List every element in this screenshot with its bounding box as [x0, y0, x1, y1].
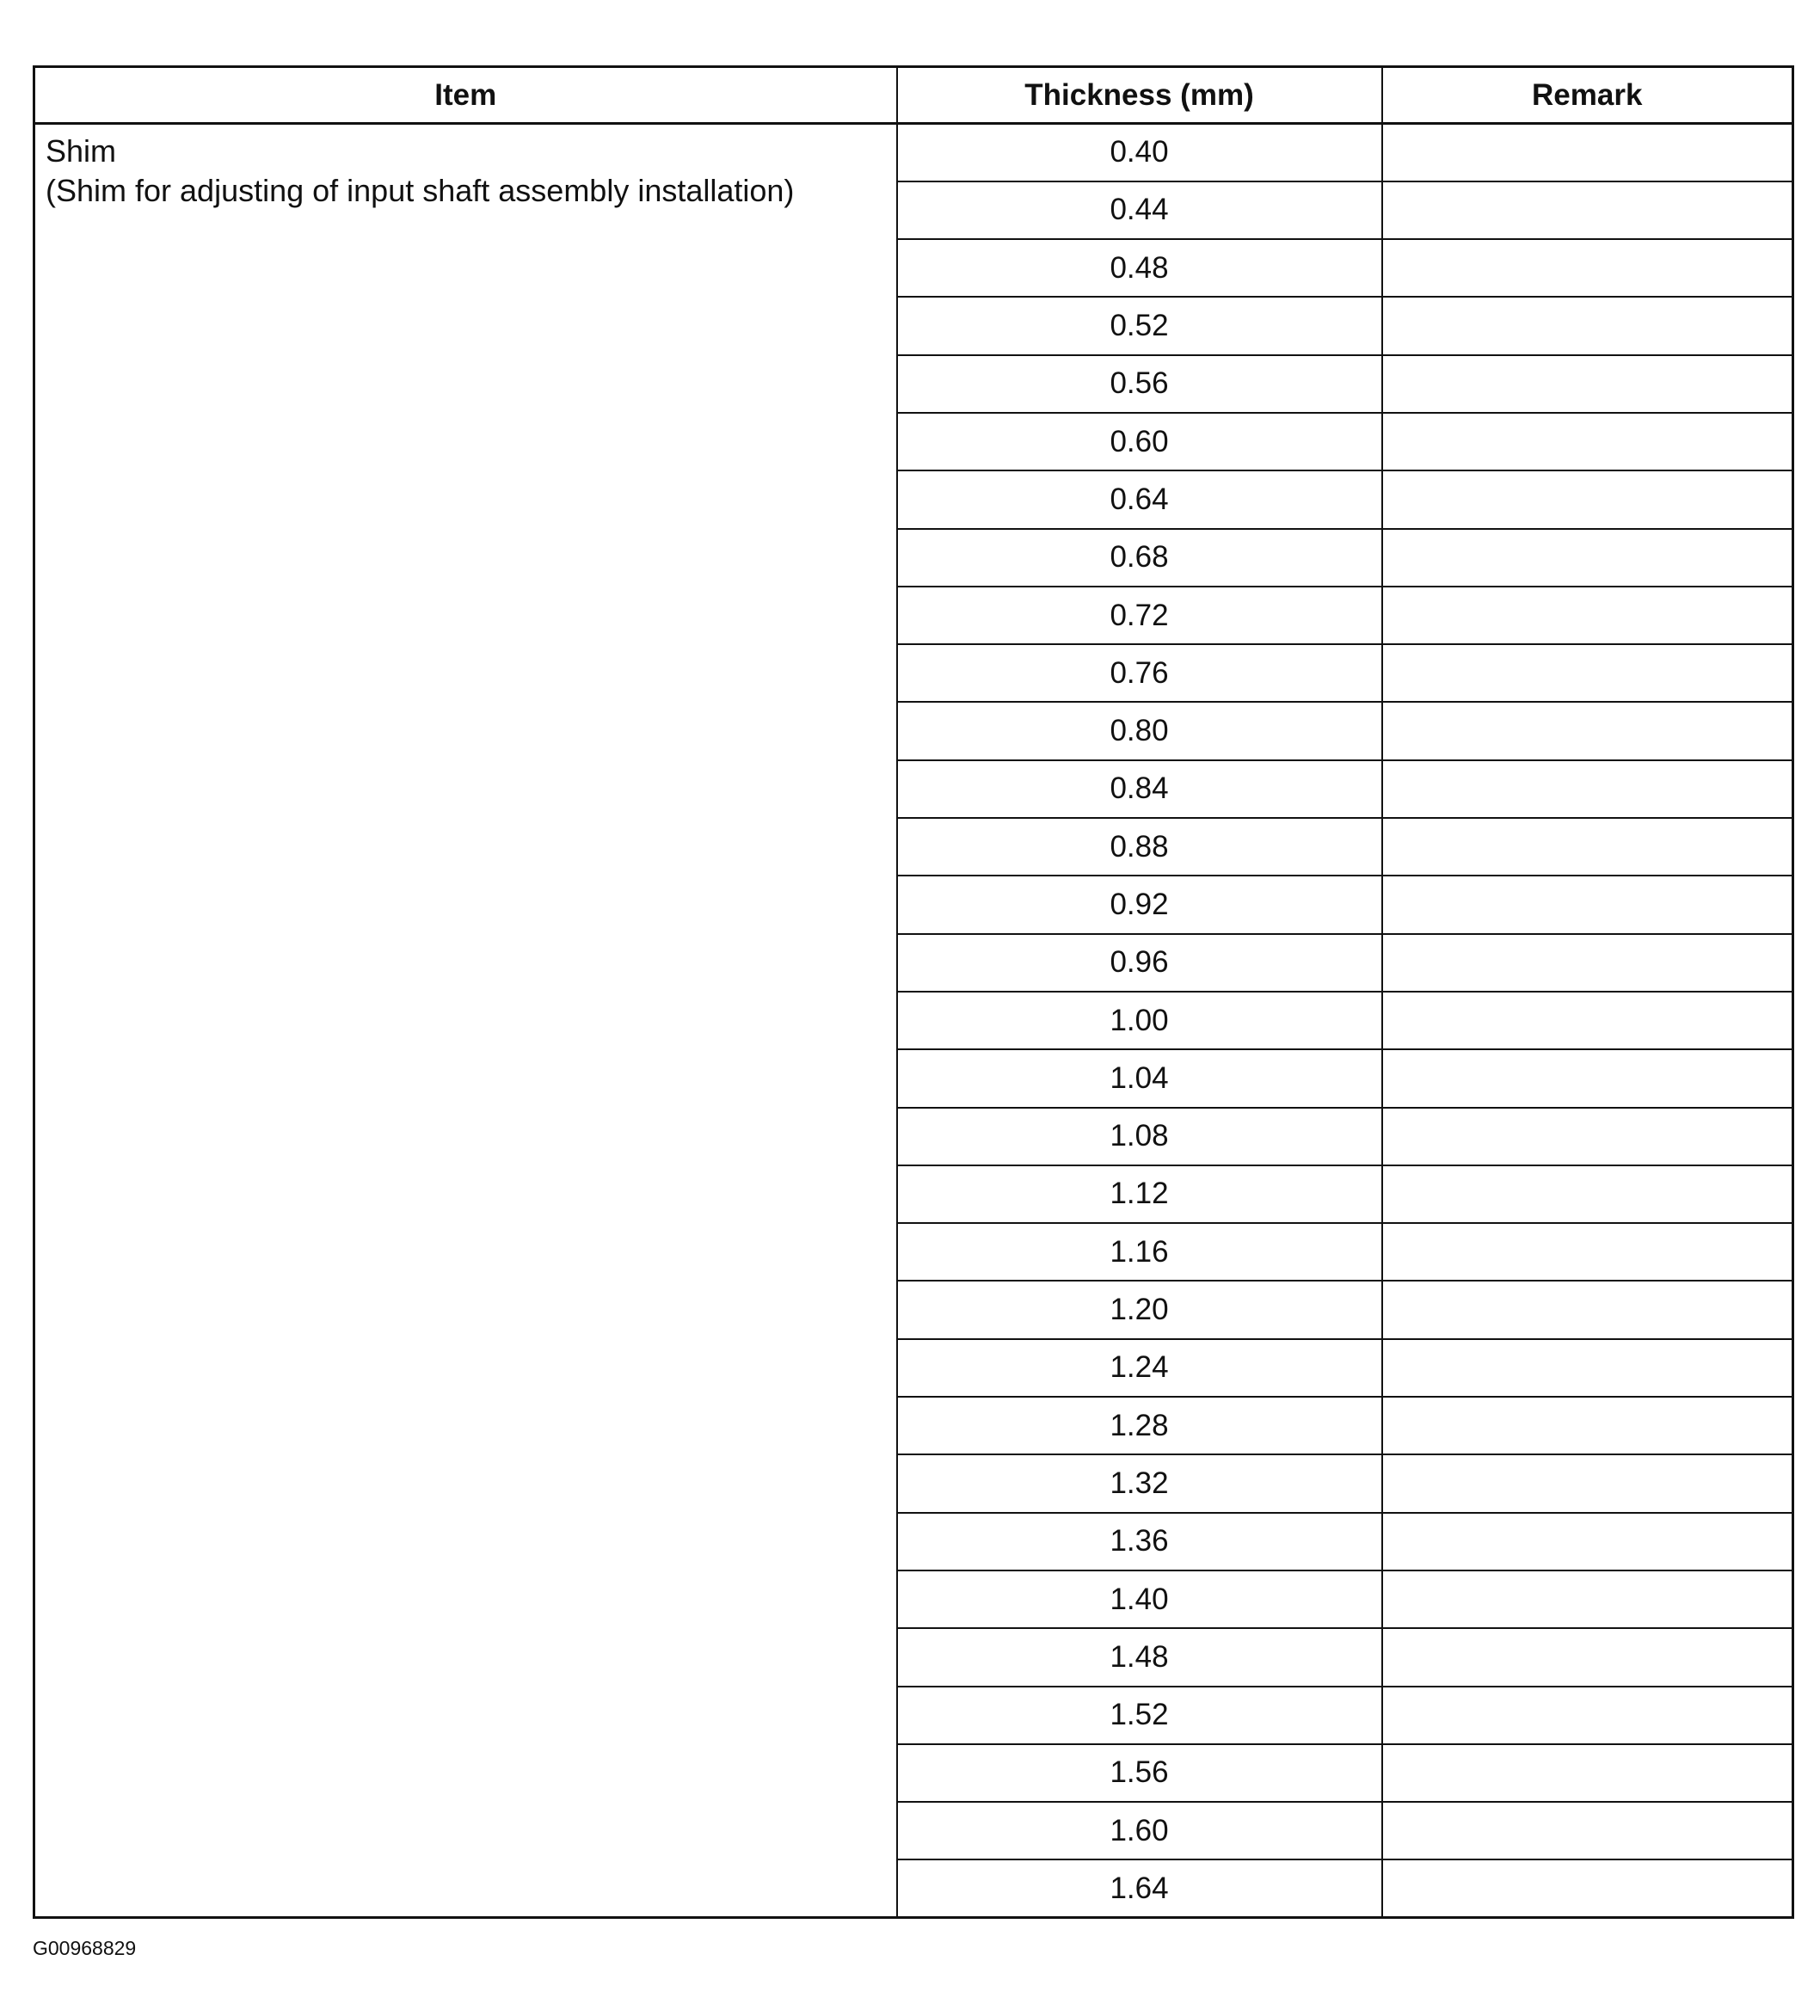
thickness-cell: 1.16 [897, 1223, 1382, 1281]
remark-cell [1382, 1513, 1793, 1570]
remark-cell [1382, 1454, 1793, 1512]
header-item: Item [34, 67, 897, 124]
remark-cell [1382, 1744, 1793, 1802]
remark-cell [1382, 355, 1793, 413]
remark-cell [1382, 470, 1793, 528]
remark-cell [1382, 644, 1793, 702]
header-thickness: Thickness (mm) [897, 67, 1382, 124]
remark-cell [1382, 181, 1793, 239]
thickness-cell: 0.40 [897, 124, 1382, 181]
remark-cell [1382, 1802, 1793, 1859]
thickness-cell: 0.96 [897, 934, 1382, 992]
thickness-cell: 0.52 [897, 297, 1382, 354]
remark-cell [1382, 1108, 1793, 1165]
thickness-cell: 1.36 [897, 1513, 1382, 1570]
thickness-cell: 1.32 [897, 1454, 1382, 1512]
thickness-cell: 0.88 [897, 818, 1382, 876]
remark-cell [1382, 413, 1793, 470]
remark-cell [1382, 1223, 1793, 1281]
figure-id: G00968829 [33, 1937, 137, 1959]
remark-cell [1382, 1859, 1793, 1917]
remark-cell [1382, 702, 1793, 759]
header-remark: Remark [1382, 67, 1793, 124]
thickness-cell: 0.60 [897, 413, 1382, 470]
thickness-cell: 0.80 [897, 702, 1382, 759]
thickness-cell: 0.48 [897, 239, 1382, 297]
remark-cell [1382, 934, 1793, 992]
remark-cell [1382, 297, 1793, 354]
table-header [34, 67, 1793, 124]
header-row [34, 67, 1793, 124]
thickness-cell: 0.44 [897, 181, 1382, 239]
thickness-cell: 1.60 [897, 1802, 1382, 1859]
thickness-cell: 1.00 [897, 992, 1382, 1049]
remark-cell [1382, 529, 1793, 587]
thickness-cell: 1.24 [897, 1339, 1382, 1397]
item-description: (Shim for adjusting of input shaft assembly installation) [46, 173, 795, 208]
thickness-cell: 1.08 [897, 1108, 1382, 1165]
thickness-cell: 0.92 [897, 876, 1382, 933]
remark-cell [1382, 124, 1793, 181]
thickness-cell: 0.76 [897, 644, 1382, 702]
remark-cell [1382, 1628, 1793, 1686]
remark-cell [1382, 876, 1793, 933]
remark-cell [1382, 992, 1793, 1049]
remark-cell [1382, 818, 1793, 876]
thickness-cell: 0.84 [897, 760, 1382, 818]
remark-cell [1382, 1397, 1793, 1454]
thickness-cell: 1.12 [897, 1165, 1382, 1223]
remark-cell [1382, 1165, 1793, 1223]
remark-cell [1382, 1049, 1793, 1107]
remark-cell [1382, 1570, 1793, 1628]
thickness-cell: 0.68 [897, 529, 1382, 587]
thickness-cell: 1.56 [897, 1744, 1382, 1802]
table-row [34, 124, 1793, 181]
item-name: Shim [46, 133, 117, 169]
thickness-cell: 0.72 [897, 587, 1382, 644]
thickness-cell: 1.20 [897, 1281, 1382, 1338]
thickness-cell: 1.40 [897, 1570, 1382, 1628]
thickness-cell: 0.56 [897, 355, 1382, 413]
thickness-cell: 0.64 [897, 470, 1382, 528]
thickness-cell: 1.04 [897, 1049, 1382, 1107]
remark-cell [1382, 1339, 1793, 1397]
remark-cell [1382, 239, 1793, 297]
thickness-cell: 1.64 [897, 1859, 1382, 1917]
remark-cell [1382, 760, 1793, 818]
table-body [34, 124, 1793, 1918]
remark-cell [1382, 1687, 1793, 1744]
remark-cell [1382, 1281, 1793, 1338]
item-cell [34, 124, 897, 1918]
thickness-cell: 1.52 [897, 1687, 1382, 1744]
thickness-cell: 1.28 [897, 1397, 1382, 1454]
remark-cell [1382, 587, 1793, 644]
shim-thickness-table [33, 65, 1794, 1919]
thickness-cell: 1.48 [897, 1628, 1382, 1686]
